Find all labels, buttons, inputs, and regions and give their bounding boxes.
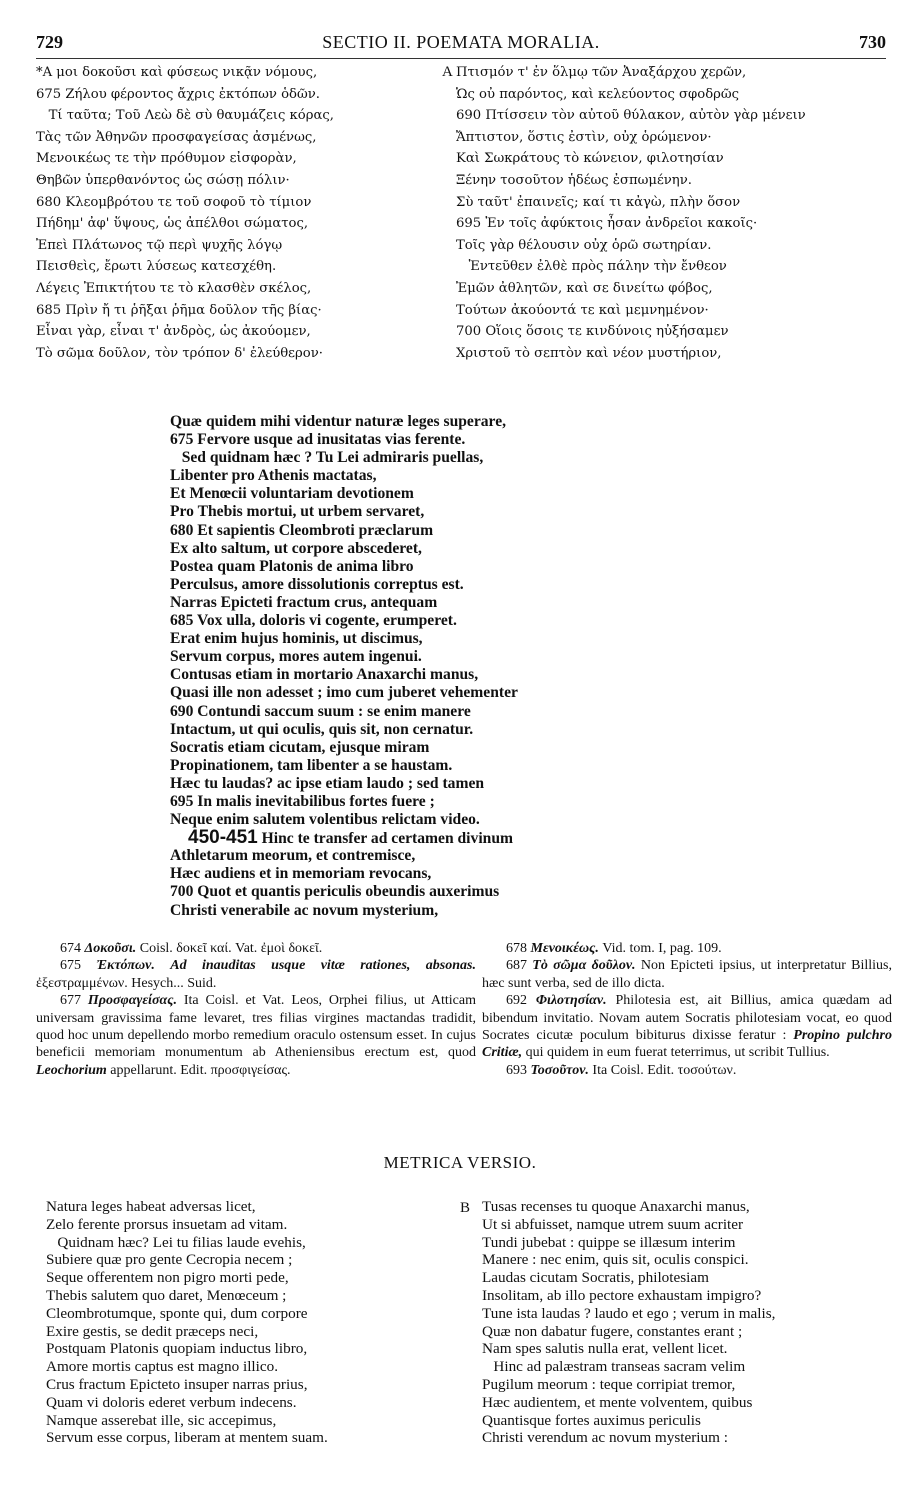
text-line: Cleombrotumque, sponte qui, dum corpore — [46, 1304, 308, 1322]
footnote — [482, 940, 892, 957]
text-line: 690 Πτίσσειν τὸν αὐτοῦ θύλακον, αὐτὸν γὰρ μένειν — [456, 108, 806, 124]
footnotes-left-column — [36, 940, 476, 1079]
footnote-italic: Leochorium — [36, 1062, 107, 1078]
footnote-lemma: Τὸ σῶμα δοῦλον. — [532, 958, 636, 974]
text-line: 675 Ζήλου φέροντος ἄχρις ἐκτόπων ὁδῶν. — [36, 86, 320, 102]
text-line: Πεισθεὶς, ἔρωτι λύσεως κατεσχέθη. — [36, 259, 277, 275]
text-line: Narras Epicteti fractum crus, antequam — [170, 593, 438, 611]
text-line: Χριστοῦ τὸ σεπτὸν καὶ νέον μυστήριον, — [456, 345, 722, 361]
margin-mark-b: B — [460, 1200, 471, 1216]
greek-text-left-column — [36, 62, 446, 364]
text-line: Ξένην τοσοῦτον ἡδέως ἐσπωμένην. — [456, 172, 692, 188]
footnote-lemma: Φιλοτησίαν. — [535, 993, 607, 1009]
text-line: Ἄπτιστον, ὅστις ἐστὶν, οὐχ ὁρώμενον· — [456, 129, 712, 145]
page-number-right: 730 — [859, 32, 886, 52]
text-line: Zelo ferente prorsus insuetam ad vitam. — [46, 1215, 288, 1233]
footnote-text: Ita Coisl. Edit. τοσούτων. — [588, 1062, 737, 1078]
footnote-lemma: Μενοικέως. — [530, 941, 599, 956]
text-line: Hæc audiens et in memoriam revocans, — [170, 865, 432, 883]
text-line: Quam vi doloris ederet verbum indecens. — [46, 1393, 297, 1411]
footnote-text: Coisl. δοκεῖ καί. Vat. ἐμοὶ δοκεῖ. — [136, 941, 323, 956]
text-line: Quæ non dabatur fugere, constantes erant ; — [482, 1322, 743, 1340]
text-line: Sed quidnam hæc ? Tu Lei admiraris puellas, — [170, 449, 484, 467]
footnote-lemma: Δοκοῦσι. — [84, 941, 137, 956]
footnote — [36, 992, 476, 1079]
text-line: Exire gestis, se dedit præceps neci, — [46, 1322, 259, 1340]
text-line: Tundi jubebat : quippe se illæsum interim — [482, 1233, 736, 1251]
text-line: Perculsus, amore dissolutionis correptus est. — [170, 575, 464, 593]
text-line: Τοῖς γὰρ θέλουσιν οὐχ ὁρῶ σωτηρίαν. — [456, 237, 712, 253]
text-line: Quantisque fortes auximus periculis — [482, 1411, 701, 1429]
text-line: Neque enim salutem volentibus relictam video. — [170, 811, 480, 829]
text-line: Natura leges habeat adversas licet, — [46, 1198, 256, 1215]
footnote-lemma: Ἐκτόπων. — [96, 958, 155, 974]
footnote-number: 693 — [506, 1062, 527, 1078]
text-line: 680 Et sapientis Cleombroti præclarum — [170, 521, 434, 539]
text-line: Εἶναι γὰρ, εἶναι τ' ἀνδρὸς, ὡς ἀκούομεν, — [36, 324, 311, 340]
text-line: Crus fractum Epicteto insuper narras prius, — [46, 1375, 308, 1393]
greek-text-right-column — [456, 62, 896, 364]
text-line: Ut si abfuisset, namque utrem suum acriter — [482, 1215, 744, 1233]
text-line: Libenter pro Athenis mactatas, — [170, 467, 377, 485]
text-line: 700 Οἵοις ὅσοις τε κινδύνοις ηὐξήσαμεν — [456, 324, 729, 340]
text-line: Ἐπεὶ Πλάτωνος τῷ περὶ ψυχῆς λόγῳ — [36, 237, 283, 253]
text-line: Manere : nec enim, quis sit, oculis conspici. — [482, 1251, 749, 1269]
text-line: 690 Contundi saccum suum : se enim manere — [170, 702, 471, 720]
text-line: Et Menœcii voluntariam devotionem — [170, 485, 414, 503]
text-line: Hinc ad palæstram transeas sacram velim — [482, 1358, 746, 1376]
text-line: 695 Ἐν τοῖς ἀφύκτοις ἦσαν ἀνδρεῖοι κακοῖς· — [456, 216, 758, 232]
text-line-content: Hinc te transfer ad certamen divinum — [261, 830, 513, 848]
footnote-lemma: Τοσοῦτον. — [530, 1062, 589, 1078]
footnote — [36, 957, 476, 992]
text-line: Quasi ille non adesset ; imo cum juberet vehementer — [170, 684, 518, 702]
footnotes-right-column — [482, 940, 892, 1079]
text-line: Τὰς τῶν Ἀθηνῶν προσφαγείσας ἀσμένως, — [36, 129, 317, 145]
text-line: Σὺ ταῦτ' ἐπαινεῖς; καί τι κἀγὼ, πλὴν ὅσον — [456, 194, 741, 210]
header-rule — [36, 58, 886, 59]
text-line: Postea quam Platonis de anima libro — [170, 557, 414, 575]
text-line: Tune ista laudas ? laudo et ego ; verum in malis, — [482, 1304, 776, 1322]
running-header — [36, 32, 886, 58]
text-line: Ex alto saltum, ut corpore abscederet, — [170, 539, 422, 557]
text-line: 675 Fervore usque ad inusitatas vias ferente. — [170, 431, 466, 449]
text-line: Pugilum meorum : teque corripiat tremor, — [482, 1375, 736, 1393]
footnote-text: Vid. tom. I, pag. 109. — [598, 941, 722, 956]
footnote-number: 675 — [60, 958, 81, 974]
text-line: Servum corpus, mores autem ingenui. — [170, 648, 422, 666]
text-line: Ὡς οὐ παρόντος, καὶ κελεύοντος σφοδρῶς — [456, 86, 740, 102]
text-line: 700 Quot et quantis periculis obeundis auxerimus — [170, 883, 500, 901]
footnote — [482, 957, 892, 992]
text-line: Καὶ Σωκράτους τὸ κώνειον, φιλοτησίαν — [456, 151, 724, 167]
text-line: 680 Κλεομβρότου τε τοῦ σοφοῦ τὸ τίμιον — [36, 194, 312, 210]
text-line: Θηβῶν ὑπερθανόντος ὡς σώσῃ πόλιν· — [36, 172, 290, 188]
text-line: Τί ταῦτα; Τοῦ Λεὼ δὲ σὺ θαυμάζεις κόρας, — [36, 108, 334, 124]
text-line: Tusas recenses tu quoque Anaxarchi manus, — [482, 1198, 750, 1215]
text-line: Propinationem, tam libenter a se haustam. — [170, 756, 453, 774]
text-line: Athletarum meorum, et contremisce, — [170, 847, 416, 865]
footnote-number: 678 — [506, 941, 527, 956]
text-line: Μενοικέως τε τὴν πρόθυμον εἰσφορὰν, — [36, 151, 297, 167]
text-line: Quæ quidem mihi videntur naturæ leges superare, — [170, 413, 507, 430]
column-marker: 450-451 — [188, 827, 258, 849]
footnote — [482, 1062, 892, 1079]
text-line: *Α μοι δοκοῦσι καὶ φύσεως νικᾷν νόμους, — [36, 65, 318, 80]
text-line: Τούτων ἀκούοντά τε καὶ μεμνημένον· — [456, 302, 709, 318]
latin-prose-translation — [170, 413, 730, 920]
text-line: 685 Πρὶν ἤ τι ῥῆξαι ῥῆμα δοῦλον τῆς βίας· — [36, 302, 322, 318]
footnote-number: 692 — [506, 993, 527, 1009]
footnote-text: appellarunt. Edit. προσφιγείσας. — [106, 1062, 291, 1078]
text-line: Τὸ σῶμα δοῦλον, τὸν τρόπον δ' ἐλεύθερον· — [36, 345, 323, 361]
text-line: Ἐμῶν ἀθλητῶν, καὶ σε δινείτω φόβος, — [456, 280, 713, 296]
metrical-version-left-column — [46, 1198, 456, 1447]
text-line: Servum esse corpus, liberam at mentem suam. — [46, 1429, 328, 1447]
text-line: Insolitam, ab illo pectore exhaustam impigro? — [482, 1286, 762, 1304]
footnote-text: qui quidem in eum fuerat teterrimus, ut scribit Tullius. — [522, 1045, 830, 1061]
text-line: Pro Thebis mortui, ut urbem servaret, — [170, 503, 425, 521]
footnote — [36, 940, 476, 957]
footnote — [482, 992, 892, 1062]
text-line: Christi venerabile ac novum mysterium, — [170, 901, 439, 919]
footnote-number: 677 — [60, 993, 81, 1009]
footnote-number: 674 — [60, 941, 81, 956]
text-line: Hæc audientem, et mente volventem, quibus — [482, 1393, 753, 1411]
footnote-text: Non Epicteti ipsius, ut interpretatur Billius, hæc sunt verba, sed de illo dicta. — [482, 958, 892, 991]
text-line: Christi verendum ac novum mysterium : — [482, 1429, 728, 1447]
text-line: Πήδημ' ἀφ' ὕψους, ὡς ἀπέλθοι σώματος, — [36, 216, 309, 232]
text-line: Namque asserebat ille, sic accepimus, — [46, 1411, 277, 1429]
footnote-italic: Ad inauditas usque vitæ rationes, absonas. — [154, 958, 476, 974]
text-line: Amore mortis captus est magno illico. — [46, 1358, 278, 1376]
footnote-text: Philotesia est, ait Billius, amica quædam ad bibendum invitatio. Novam autem Socratis philotesiam vocat, eo quod Socrates cicutæ poculum bibiturus dixisse feratur : — [482, 993, 893, 1044]
text-line: Πτισμόν τ' ἐν ὅλμῳ τῶν Ἀναξάρχου χερῶν, — [456, 65, 747, 80]
text-line: Λέγεις Ἐπικτήτου τε τὸ κλασθὲν σκέλος, — [36, 280, 312, 296]
page-number-left: 729 — [36, 32, 63, 52]
text-line: Postquam Platonis quopiam inductus libro, — [46, 1340, 308, 1358]
text-line: Seque offerentem non pigro morti pede, — [46, 1269, 289, 1287]
text-line: Intactum, ut qui oculis, quis sit, non cernatur. — [170, 720, 474, 738]
text-line: Socratis etiam cicutam, ejusque miram — [170, 738, 430, 756]
footnote-italic: Propino pulchro Critiæ, — [482, 1028, 893, 1061]
text-line: 695 In malis inevitabilibus fortes fuere ; — [170, 792, 435, 810]
footnote-text: Ita Coisl. et Vat. Leos, Orphei filius, ut Atticam universam gravissima fame levaret, tres filias virgines mactandas tradidit, quod hoc unum depellendo morbo remedium oraculo ostensum esset. In cujus beneficii memoriam monumentum ab Atheniensibus erectum est, quod — [36, 993, 476, 1061]
text-line: Laudas cicutam Socratis, philotesiam — [482, 1269, 709, 1287]
text-line: Erat enim hujus hominis, ut discimus, — [170, 630, 423, 648]
text-line: Hæc tu laudas? ac ipse etiam laudo ; sed tamen — [170, 774, 485, 792]
text-line: Quidnam hæc? Lei tu filias laude evehis, — [46, 1233, 306, 1251]
text-line: Subiere quæ pro gente Cecropia necem ; — [46, 1251, 293, 1269]
section-title: METRICA VERSIO. — [383, 1153, 537, 1172]
metrical-version-right-column — [482, 1198, 902, 1447]
running-title: SECTIO II. POEMATA MORALIA. — [322, 32, 600, 52]
text-line: Contusas etiam in mortario Anaxarchi manus, — [170, 666, 479, 684]
footnote-number: 687 — [506, 958, 527, 974]
text-line — [188, 829, 730, 847]
footnote-lemma: Προσφαγείσας. — [87, 993, 177, 1009]
footnote-text: ἐξεστραμμένων. Hesych... Suid. — [36, 975, 217, 991]
text-line: 685 Vox ulla, doloris vi cogente, erumperet. — [170, 612, 457, 630]
text-line: Thebis salutem quo daret, Menœceum ; — [46, 1286, 287, 1304]
text-line: Nam spes salutis nulla erat, vellent licet. — [482, 1340, 728, 1358]
text-line: Ἐντεῦθεν ἐλθὲ πρὸς πάλην τὴν ἔνθεον — [456, 259, 727, 275]
margin-mark-a: A — [442, 64, 453, 80]
